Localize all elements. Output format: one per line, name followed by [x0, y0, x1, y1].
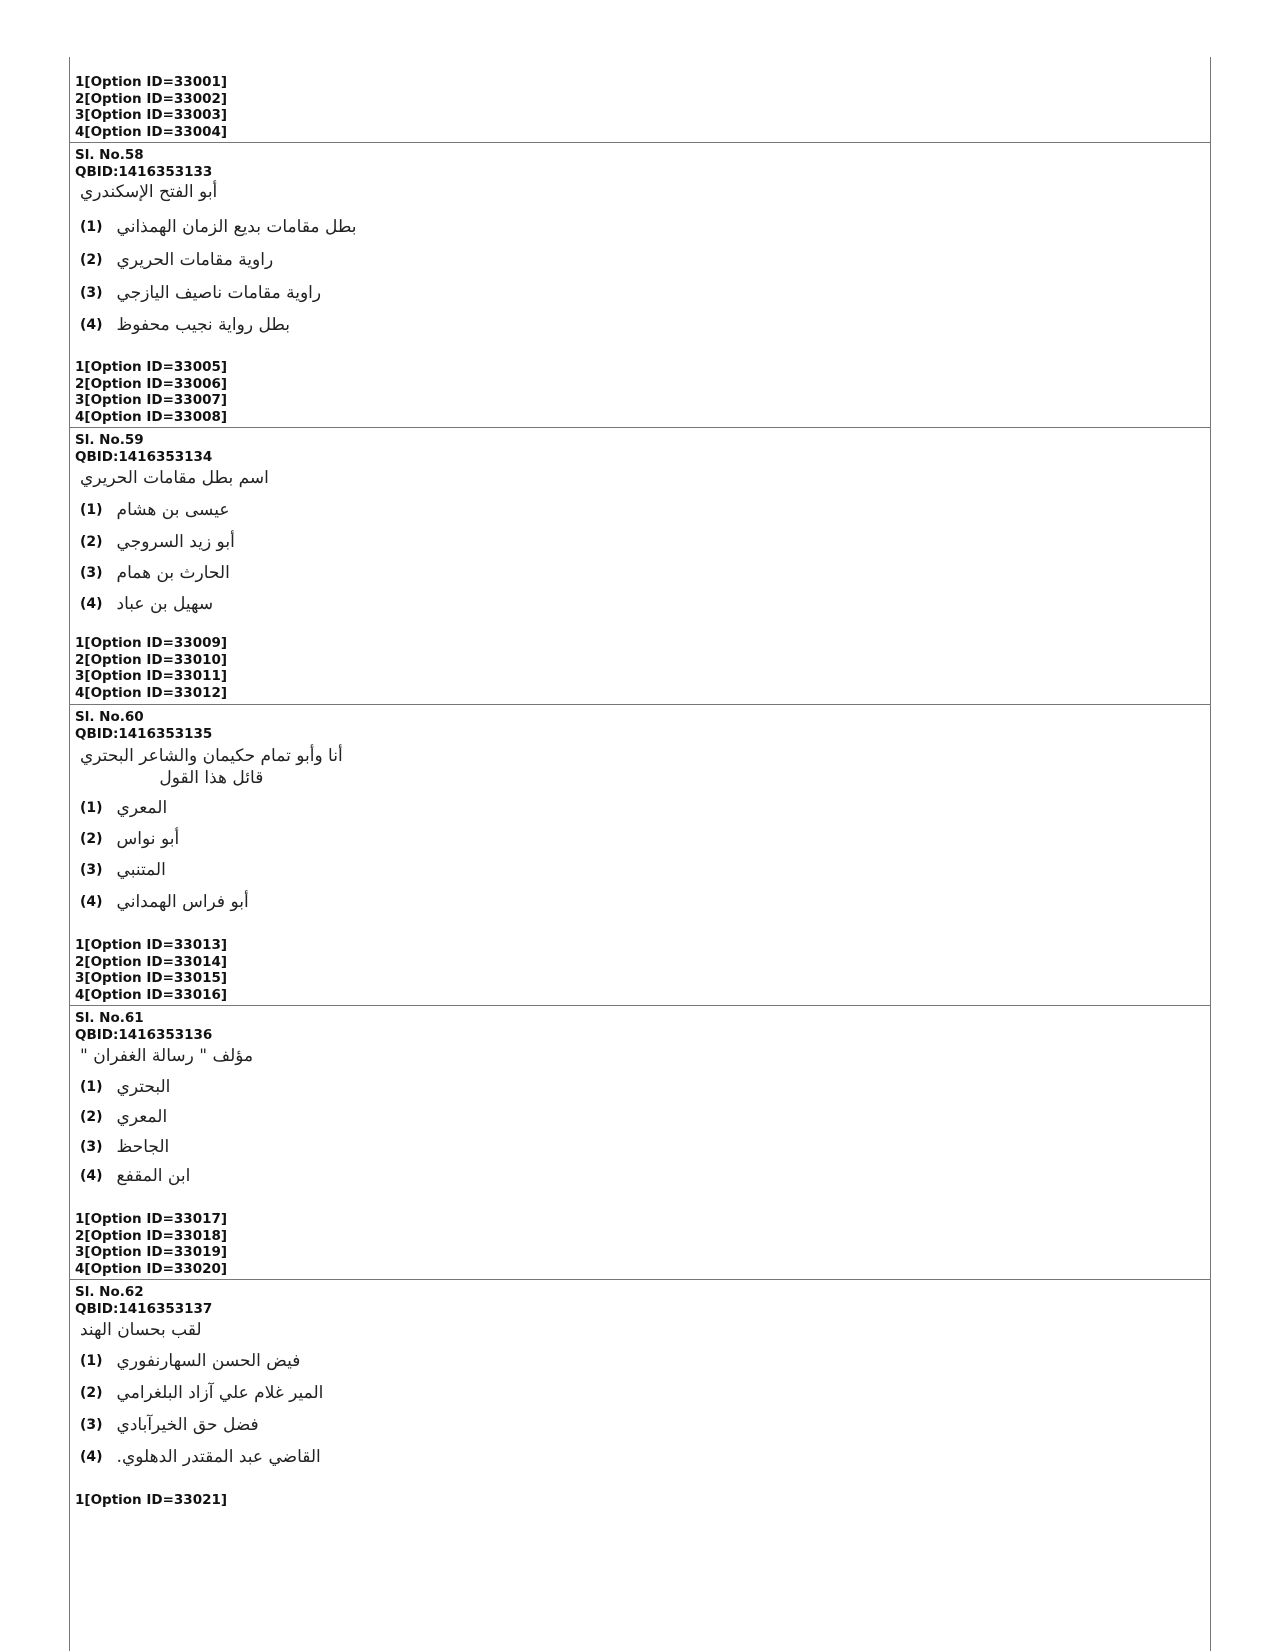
question-stem: أبو الفتح الإسكندري [80, 182, 218, 202]
qbid: QBID:1416353135 [75, 725, 213, 742]
answer-option [80, 1137, 169, 1157]
option-number: (1) [80, 219, 103, 235]
option-id: 1[Option ID=33017] [75, 1211, 228, 1227]
option-text: المعري [116, 798, 168, 818]
page-border-right [1210, 57, 1211, 1651]
option-number: (2) [80, 1109, 103, 1125]
option-number: (2) [80, 1385, 103, 1401]
qbid: QBID:1416353136 [75, 1026, 213, 1043]
option-id: 4[Option ID=33020] [75, 1260, 228, 1277]
answer-option [80, 1351, 300, 1371]
option-number: (1) [80, 1079, 103, 1095]
option-number: (4) [80, 1168, 103, 1184]
qbid: QBID:1416353133 [75, 163, 213, 180]
option-text: المير غلام علي آزاد البلغرامي [116, 1383, 324, 1403]
option-text: المتنبي [116, 860, 166, 880]
option-number: (1) [80, 502, 103, 518]
option-text: راوية مقامات الحريري [116, 250, 274, 270]
option-text: راوية مقامات ناصيف اليازجي [116, 283, 322, 303]
answer-option [80, 1383, 323, 1403]
option-text: بطل رواية نجيب محفوظ [116, 315, 291, 335]
option-id: 4[Option ID=33008] [75, 408, 228, 425]
question-header [69, 1284, 212, 1317]
serial-number: Sl. No.61 [75, 1010, 144, 1026]
option-text: أبو نواس [116, 829, 180, 849]
option-id: 1[Option ID=33005] [75, 359, 228, 375]
option-id: 2[Option ID=33006] [75, 375, 228, 392]
option-id-list [69, 635, 227, 701]
question-header [69, 709, 212, 742]
option-number: (2) [80, 534, 103, 550]
answer-option [80, 1077, 170, 1097]
option-text: القاضي عبد المقتدر الدهلوي. [116, 1447, 321, 1467]
option-text: أبو فراس الهمداني [116, 892, 249, 912]
option-number: (2) [80, 252, 103, 268]
stem-line: قائل هذا القول [159, 768, 264, 788]
question-stem [80, 745, 343, 789]
option-text: ابن المقفع [116, 1166, 191, 1186]
option-id: 1[Option ID=33001] [75, 74, 228, 90]
qbid: QBID:1416353134 [75, 448, 213, 465]
serial-number: Sl. No.58 [75, 147, 144, 163]
answer-option [80, 1107, 167, 1127]
answer-option [80, 563, 230, 583]
stem-line: أنا وأبو تمام حكيمان والشاعر البحتري [80, 746, 343, 766]
option-id: 3[Option ID=33007] [75, 392, 228, 408]
option-id: 4[Option ID=33016] [75, 986, 228, 1003]
answer-option [80, 1415, 259, 1435]
option-id: 3[Option ID=33015] [75, 970, 228, 986]
answer-option [80, 829, 179, 849]
option-number: (4) [80, 1449, 103, 1465]
option-number: (3) [80, 862, 103, 878]
option-number: (3) [80, 565, 103, 581]
question-stem: اسم بطل مقامات الحريري [80, 468, 269, 488]
page-border-left [69, 57, 70, 1651]
serial-number: Sl. No.59 [75, 432, 144, 448]
option-id-list [69, 359, 227, 425]
option-number: (4) [80, 317, 103, 333]
question-stem: مؤلف " رسالة الغفران " [80, 1046, 254, 1066]
option-id-list [69, 1211, 227, 1277]
option-number: (4) [80, 596, 103, 612]
option-number: (2) [80, 831, 103, 847]
question-header [69, 1010, 212, 1043]
answer-option [80, 798, 167, 818]
option-id: 1[Option ID=33013] [75, 937, 228, 953]
answer-option [80, 860, 166, 880]
option-text: البحتري [116, 1077, 171, 1097]
option-id: 4[Option ID=33012] [75, 684, 228, 701]
option-text: بطل مقامات بديع الزمان الهمذاني [116, 217, 357, 237]
option-id: 3[Option ID=33011] [75, 668, 228, 684]
option-number: (1) [80, 1353, 103, 1369]
row-divider [69, 1005, 1211, 1006]
option-text: سهيل بن عباد [116, 594, 214, 614]
option-number: (1) [80, 800, 103, 816]
answer-option [80, 500, 229, 520]
question-header [69, 147, 212, 180]
option-number: (3) [80, 1139, 103, 1155]
option-id-list [69, 937, 227, 1003]
option-text: أبو زيد السروجي [116, 532, 235, 552]
option-id: 1[Option ID=33009] [75, 635, 228, 651]
option-id-list [69, 74, 227, 140]
option-id: 1[Option ID=33021] [75, 1492, 228, 1508]
row-divider [69, 142, 1211, 143]
answer-option [80, 532, 235, 552]
answer-option [80, 1447, 321, 1467]
option-id: 2[Option ID=33014] [75, 953, 228, 970]
serial-number: Sl. No.62 [75, 1284, 144, 1300]
serial-number: Sl. No.60 [75, 709, 144, 725]
option-text: الحارث بن همام [116, 563, 230, 583]
answer-option [80, 250, 273, 270]
option-id: 4[Option ID=33004] [75, 123, 228, 140]
option-id-list [69, 1492, 227, 1509]
row-divider [69, 704, 1211, 705]
option-id: 2[Option ID=33010] [75, 651, 228, 668]
option-text: الجاحظ [116, 1137, 170, 1157]
answer-option [80, 217, 357, 237]
option-number: (3) [80, 285, 103, 301]
answer-option [80, 315, 290, 335]
answer-option [80, 892, 249, 912]
row-divider [69, 1279, 1211, 1280]
option-number: (4) [80, 894, 103, 910]
answer-option [80, 283, 321, 303]
option-id: 3[Option ID=33003] [75, 107, 228, 123]
option-number: (3) [80, 1417, 103, 1433]
question-stem: لقب بحسان الهند [80, 1320, 202, 1340]
qbid: QBID:1416353137 [75, 1300, 213, 1317]
option-id: 2[Option ID=33002] [75, 90, 228, 107]
option-id: 3[Option ID=33019] [75, 1244, 228, 1260]
answer-option [80, 594, 213, 614]
option-text: فيض الحسن السهارنفوري [116, 1351, 301, 1371]
row-divider [69, 427, 1211, 428]
option-text: عيسى بن هشام [116, 500, 230, 520]
option-text: المعري [116, 1107, 168, 1127]
option-id: 2[Option ID=33018] [75, 1227, 228, 1244]
answer-option [80, 1166, 190, 1186]
option-text: فضل حق الخيرآبادي [116, 1415, 259, 1435]
question-header [69, 432, 212, 465]
